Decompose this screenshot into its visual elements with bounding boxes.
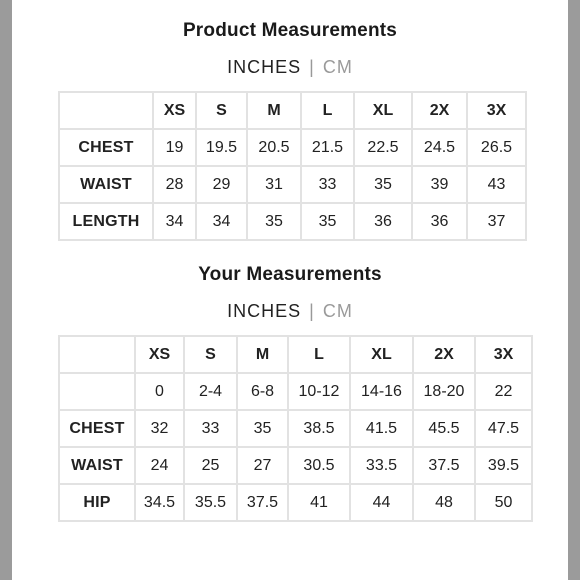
value-cell: 20.5 bbox=[247, 129, 301, 166]
value-cell: 25 bbox=[184, 447, 237, 484]
value-cell: 43 bbox=[467, 166, 526, 203]
size-header-cell: XS bbox=[153, 92, 196, 129]
value-cell: 37.5 bbox=[413, 447, 475, 484]
your-unit-inches[interactable]: INCHES bbox=[227, 301, 302, 321]
value-cell: 19 bbox=[153, 129, 196, 166]
row-label-cell: CHEST bbox=[59, 129, 153, 166]
value-cell: 34 bbox=[153, 203, 196, 240]
table-row bbox=[59, 373, 532, 410]
value-cell: 47.5 bbox=[475, 410, 532, 447]
value-cell: 35 bbox=[247, 203, 301, 240]
value-cell: 10-12 bbox=[288, 373, 350, 410]
table-row bbox=[59, 484, 532, 521]
value-cell: 36 bbox=[412, 203, 467, 240]
value-cell: 31 bbox=[247, 166, 301, 203]
value-cell: 34.5 bbox=[135, 484, 184, 521]
value-cell: 18-20 bbox=[413, 373, 475, 410]
product-measurements-table bbox=[58, 91, 527, 241]
size-header-cell: M bbox=[247, 92, 301, 129]
table-header-row bbox=[59, 336, 532, 373]
value-cell: 39.5 bbox=[475, 447, 532, 484]
row-label-cell: WAIST bbox=[59, 447, 135, 484]
value-cell: 33 bbox=[301, 166, 354, 203]
your-measurements-table bbox=[58, 335, 533, 522]
size-header-cell: L bbox=[301, 92, 354, 129]
row-label-cell: LENGTH bbox=[59, 203, 153, 240]
size-header-cell: M bbox=[237, 336, 288, 373]
table-header-row bbox=[59, 92, 526, 129]
value-cell: 27 bbox=[237, 447, 288, 484]
your-measurements-title: Your Measurements bbox=[198, 264, 382, 285]
row-label-cell: CHEST bbox=[59, 410, 135, 447]
your-unit-toggle bbox=[12, 301, 568, 322]
value-cell: 34 bbox=[196, 203, 247, 240]
value-cell: 36 bbox=[354, 203, 412, 240]
value-cell: 6-8 bbox=[237, 373, 288, 410]
corner-cell bbox=[59, 336, 135, 373]
size-header-cell: 3X bbox=[475, 336, 532, 373]
value-cell: 24.5 bbox=[412, 129, 467, 166]
row-label-cell bbox=[59, 373, 135, 410]
value-cell: 37.5 bbox=[237, 484, 288, 521]
value-cell: 21.5 bbox=[301, 129, 354, 166]
value-cell: 39 bbox=[412, 166, 467, 203]
product-unit-toggle bbox=[12, 57, 568, 78]
value-cell: 14-16 bbox=[350, 373, 413, 410]
value-cell: 28 bbox=[153, 166, 196, 203]
product-unit-inches[interactable]: INCHES bbox=[227, 57, 302, 77]
value-cell: 50 bbox=[475, 484, 532, 521]
value-cell: 24 bbox=[135, 447, 184, 484]
size-header-cell: XL bbox=[354, 92, 412, 129]
corner-cell bbox=[59, 92, 153, 129]
value-cell: 19.5 bbox=[196, 129, 247, 166]
size-header-cell: S bbox=[196, 92, 247, 129]
row-label-cell: WAIST bbox=[59, 166, 153, 203]
value-cell: 29 bbox=[196, 166, 247, 203]
product-unit-cm[interactable]: CM bbox=[322, 57, 353, 77]
value-cell: 41.5 bbox=[350, 410, 413, 447]
size-chart-sheet bbox=[12, 0, 568, 580]
size-header-cell: XL bbox=[350, 336, 413, 373]
size-header-cell: L bbox=[288, 336, 350, 373]
size-header-cell: S bbox=[184, 336, 237, 373]
table-row bbox=[59, 203, 526, 240]
value-cell: 48 bbox=[413, 484, 475, 521]
value-cell: 22 bbox=[475, 373, 532, 410]
value-cell: 2-4 bbox=[184, 373, 237, 410]
size-header-cell: 2X bbox=[413, 336, 475, 373]
value-cell: 35 bbox=[301, 203, 354, 240]
size-header-cell: 2X bbox=[412, 92, 467, 129]
value-cell: 35.5 bbox=[184, 484, 237, 521]
product-unit-separator: | bbox=[309, 57, 315, 77]
table-row bbox=[59, 447, 532, 484]
value-cell: 22.5 bbox=[354, 129, 412, 166]
size-header-cell: 3X bbox=[467, 92, 526, 129]
value-cell: 44 bbox=[350, 484, 413, 521]
value-cell: 32 bbox=[135, 410, 184, 447]
your-unit-separator: | bbox=[309, 301, 315, 321]
value-cell: 33 bbox=[184, 410, 237, 447]
value-cell: 37 bbox=[467, 203, 526, 240]
table-row bbox=[59, 410, 532, 447]
value-cell: 0 bbox=[135, 373, 184, 410]
your-unit-cm[interactable]: CM bbox=[322, 301, 353, 321]
value-cell: 41 bbox=[288, 484, 350, 521]
value-cell: 38.5 bbox=[288, 410, 350, 447]
value-cell: 35 bbox=[354, 166, 412, 203]
row-label-cell: HIP bbox=[59, 484, 135, 521]
value-cell: 35 bbox=[237, 410, 288, 447]
value-cell: 45.5 bbox=[413, 410, 475, 447]
value-cell: 26.5 bbox=[467, 129, 526, 166]
product-measurements-title: Product Measurements bbox=[182, 20, 398, 41]
value-cell: 33.5 bbox=[350, 447, 413, 484]
table-row bbox=[59, 129, 526, 166]
value-cell: 30.5 bbox=[288, 447, 350, 484]
size-header-cell: XS bbox=[135, 336, 184, 373]
table-row bbox=[59, 166, 526, 203]
